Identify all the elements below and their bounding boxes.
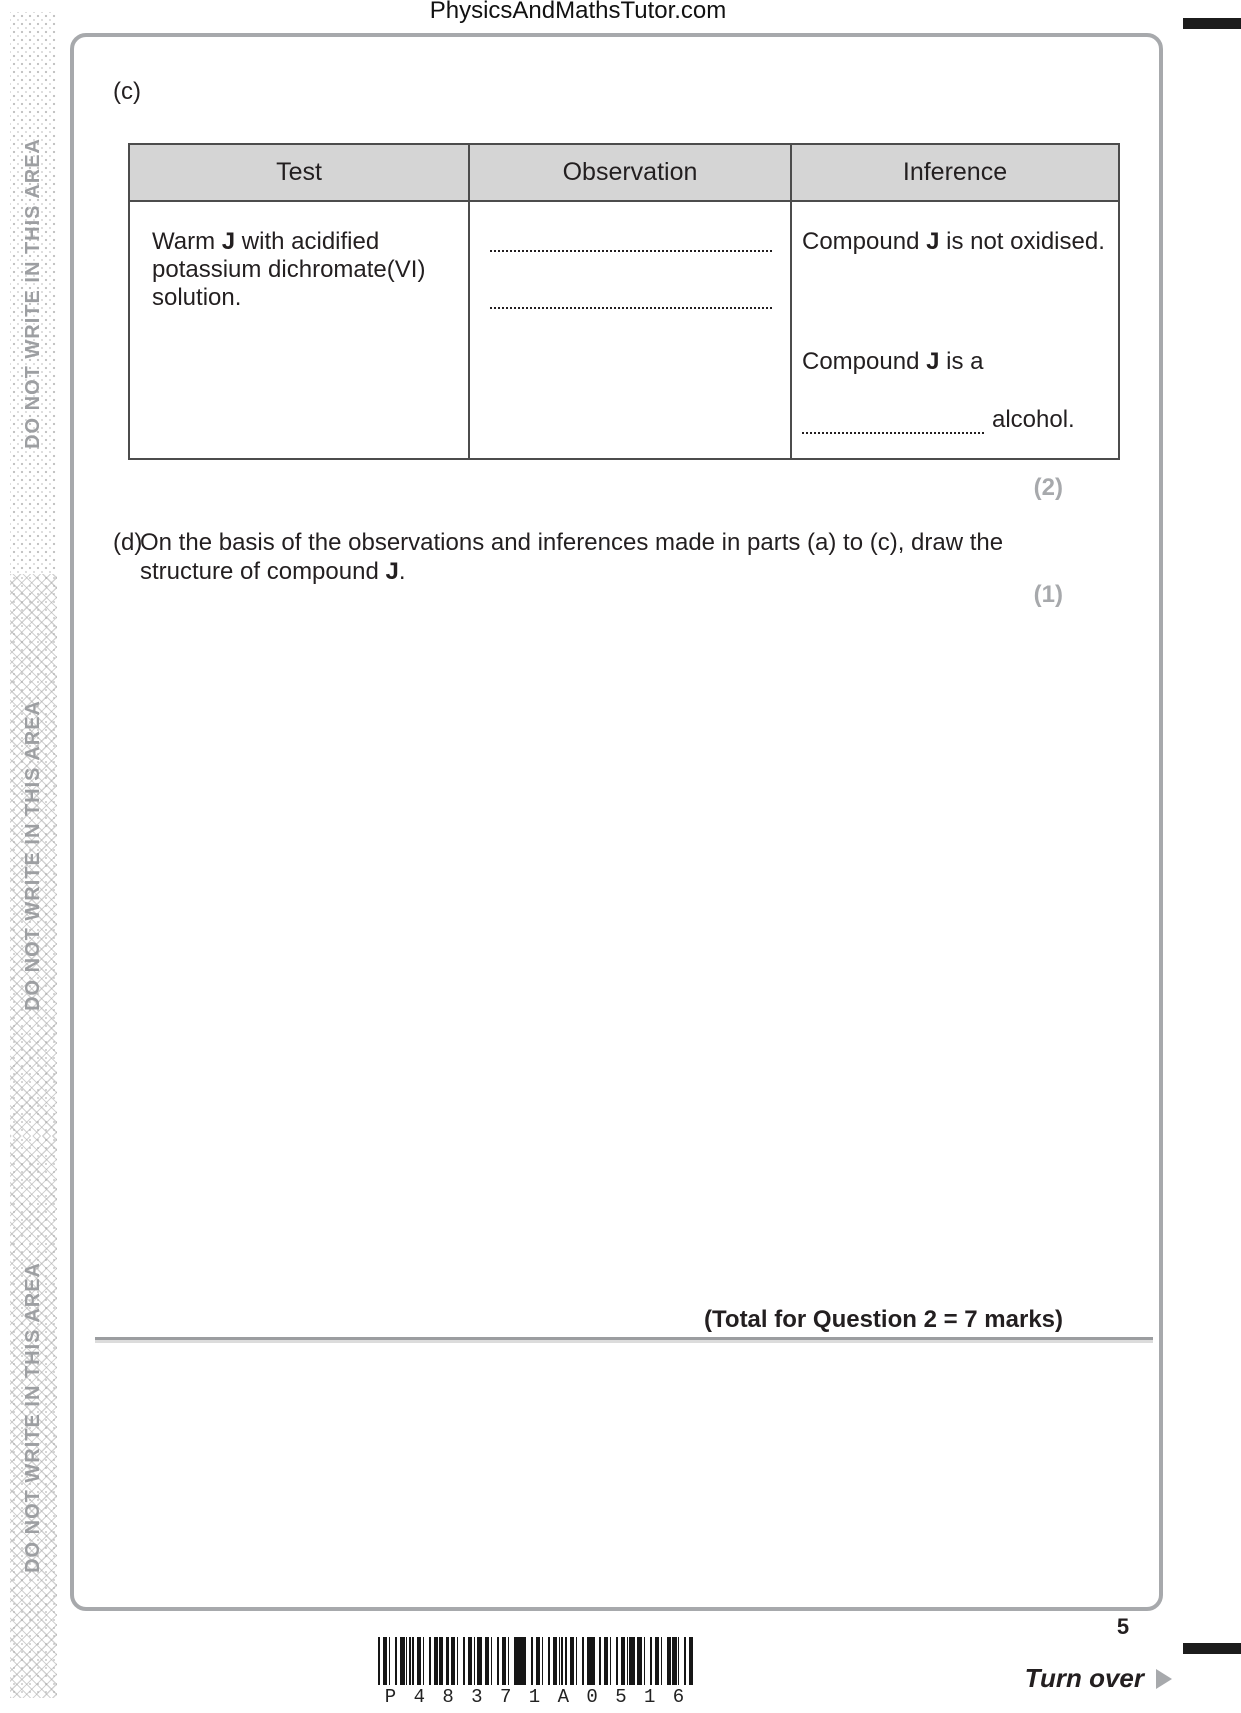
test-cell	[129, 201, 469, 459]
sidebar-section	[10, 574, 57, 1136]
test-line: solution.	[152, 284, 242, 311]
question-end-rule	[95, 1337, 1153, 1340]
part-c-marks: (2)	[1033, 474, 1063, 501]
barcode	[378, 1637, 694, 1708]
test-line: potassium dichromate(VI)	[152, 256, 426, 283]
inference-statement: Compound J is not oxidised.	[802, 228, 1105, 255]
question-line: On the basis of the observations and inferences made in parts (a) to (c), draw the	[140, 529, 1004, 556]
inference-cell	[791, 201, 1119, 459]
part-d-label: (d)	[113, 529, 143, 556]
column-header-inference: Inference	[791, 144, 1119, 201]
do-not-write-label: DO NOT WRITE IN THIS AREA	[22, 699, 44, 1011]
answer-dotted-line	[490, 307, 772, 309]
total-marks-label: (Total for Question 2 = 7 marks)	[704, 1306, 1063, 1333]
bottom-edge-mark	[1183, 1643, 1241, 1654]
table-header-row	[129, 144, 1119, 201]
inference-statement: Compound J is a	[802, 348, 984, 375]
observation-cell	[469, 201, 791, 459]
do-not-write-label: DO NOT WRITE IN THIS AREA	[22, 1261, 44, 1573]
part-d-text	[140, 528, 1063, 586]
sidebar-section	[10, 1136, 57, 1698]
do-not-write-label: DO NOT WRITE IN THIS AREA	[22, 137, 44, 449]
sidebar-section	[10, 12, 57, 574]
answer-dotted-line	[802, 410, 984, 434]
page-number: 5	[1116, 1614, 1130, 1639]
part-d-marks: (1)	[1033, 581, 1063, 608]
alcohol-suffix: alcohol.	[992, 406, 1075, 433]
top-edge-mark	[1183, 18, 1241, 29]
test-line: Warm J with acidified	[152, 228, 380, 255]
question-line: structure of compound J.	[140, 558, 406, 585]
column-header-test: Test	[129, 144, 469, 201]
test-text	[130, 202, 468, 312]
turn-over	[1025, 1663, 1172, 1694]
turn-over-arrow-icon	[1156, 1669, 1172, 1689]
barcode-bars	[378, 1637, 694, 1685]
table-row	[129, 201, 1119, 459]
column-header-observation: Observation	[469, 144, 791, 201]
part-c-label: (c)	[113, 78, 141, 105]
barcode-text: P 4 8 3 7 1 A 0 5 1 6	[384, 1686, 688, 1708]
inference-fill-in	[802, 406, 1075, 434]
site-header: PhysicsAndMathsTutor.com	[429, 0, 727, 24]
test-observation-inference-table	[128, 143, 1120, 460]
part-d-question	[113, 528, 1063, 586]
do-not-write-sidebar	[10, 12, 57, 1698]
answer-dotted-line	[490, 250, 772, 252]
turn-over-label: Turn over	[1024, 1663, 1144, 1693]
